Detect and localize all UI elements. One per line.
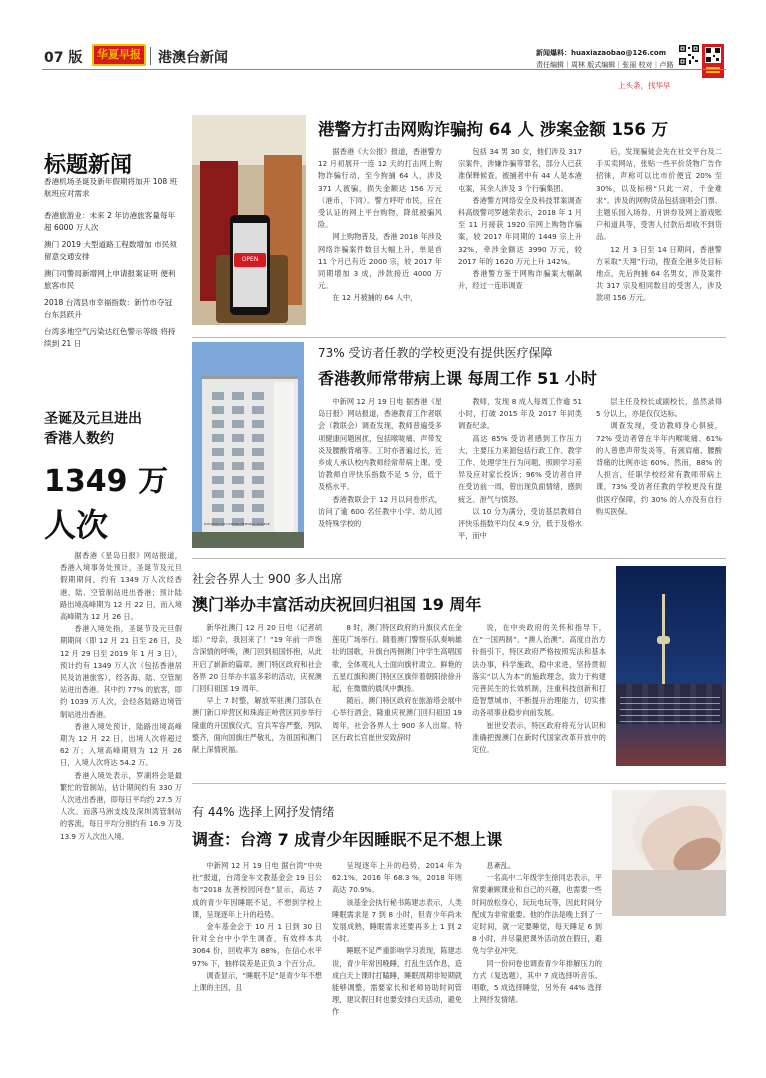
paragraph: 随后，澳门特区政府在旅游塔会展中心举行酒会，隆重庆祝澳门回归祖国 19 周年，社会各界人士 900 多人出席。特区行政长官崔世安致辞时 (332, 696, 462, 742)
story2-headline: 香港教师常带病上课 每周工作 51 小时 (318, 369, 597, 388)
headline-item[interactable]: 香港机场圣诞及新年假期将加开 108 班航班应对需求 (44, 177, 178, 198)
headline-list (44, 176, 180, 355)
paragraph: 后，发现骗徒会先在社交平台及二手买卖网站，张贴一些平价货物广告作招徕，声称可以比市价便宜 20% 至 30%，以及标榜“只此一对，千金难求”。涉及的网购货品包括演唱会门票、主题乐园入场券、月饼券及网上游戏账户和道具等，受害人付款后却收不到货品。 (596, 147, 722, 242)
story1-column (318, 146, 442, 344)
paragraph: 中新网 12 月 19 日电 据台湾“中央社”报道，台湾金车文教基金会 19 日公布“2018 友善校园问卷”显示，高达 7 成的青少年因睡眠不足，不想到学校上课，呈现逐年上升的趋势。 (192, 861, 322, 919)
paragraph: 早上 7 时整，解放军驻澳门部队在澳门新口岸营区和珠海正岭营区同步举行隆重的升国旗仪式，官兵军容严整，列队整齐，面向国旗庄严敬礼，为祖国和澳门献上深情祝福。 (192, 696, 322, 755)
header-rule (42, 69, 726, 70)
story1-headline: 港警方打击网购诈骗拘 64 人 涉案金额 156 万 (318, 120, 669, 139)
paragraph: 香港入境处指，圣诞节及元旦假期期间（即 12 月 21 日至 26 日，及 12 月 29 日至 2019 年 1 月 3 日），预计约有 1349 万人次（包括香港居民及访港旅客），经各海、陆、空管制站进出香港。其中约 77% 的旅客，即约 1039 万人次，会经各陆路边境管制站进出香港。 (60, 624, 182, 719)
story3-kicker: 社会各界人士 900 多人出席 (192, 572, 343, 586)
story-divider (192, 558, 726, 559)
paragraph: 中新网 12 月 19 日电 据香港《星岛日报》网站报道，香港教育工作者联会（教联会）调查发现，教师普遍受多项健康问题困扰，包括喉咙痛、声带发炎及腰酸背痛等。工时亦普遍过长，近乡成人承认校内教师经常带病上课。受访教师自评快乐指数不足 5 分，低于及格水平。 (318, 397, 442, 492)
paragraph: 该基金会执行秘书陈建志表示，人类睡眠需求是 7 到 8 小时，但青少年尚未发展成熟，睡眠需求还要再多上 1 到 2 小时。 (332, 897, 462, 944)
headline-item[interactable]: 香港旅游业：未来 2 年访港旅客量每年超 6000 万人次 (44, 211, 176, 232)
school-building-photo (192, 342, 304, 548)
paragraph: 在 12 月被捕的 64 人中， (332, 293, 418, 303)
masthead-text: 华夏早报 (97, 48, 141, 61)
building-sign: DIOCESAN CHIU CHEONG MEMORIAL COLLEGE (204, 522, 270, 526)
paragraph: 12 月 3 日至 14 日期间，香港警方采取“天翔”行动，搜查全港多处目标地点，先后拘捕 64 名男女，涉及案件共 317 宗及相同数目的受害人，涉及款项 156 万元。 (596, 244, 722, 303)
paragraph: 息紊乱。 (486, 861, 516, 870)
paragraph: 香港入境处预计，陆路出境高峰期为 12 月 22 日，出境人次将超过 62 万；入境高峰期则为 12 月 26 日，入境人次将达 54.2 万。 (60, 721, 182, 768)
tagline: 上头条，找华早 (618, 81, 671, 90)
story3-column (192, 622, 322, 782)
section-name: 港澳台新闻 (158, 50, 228, 66)
headline-item[interactable]: 澳门司警局新增网上申请报案证明 便利旅客市民 (44, 269, 176, 290)
paragraph: 据香港《大公报》报道，香港警方 12 月初展开一连 12 天的打击网上购物诈骗行动，至今拘捕 64 人，涉及 371 人被骗，损失金额达 156 万元（港币，下同）。警方呼吁市民，应在受认证的网上平台购物，降低被骗风险。 (318, 147, 442, 230)
paragraph: 以 10 分为满分，受访基层教师自评快乐指数平均仅 4.9 分，低于及格水平，而中 (458, 506, 582, 541)
paragraph: 崔世安表示，特区政府将充分认识和准确把握澳门在新时代国家改革开放中的定位。 (472, 720, 606, 755)
open-sign: OPEN (234, 253, 266, 267)
story4-column (192, 860, 322, 1060)
paragraph: 一名高中二年级学生徐同忠表示，平常要兼顾课业和自己的兴趣，也需要一些时间放松身心，玩玩电玩等，因此时间分配成为非常重要。他的作法是晚上到了一定时间，就一定要睡觉，每天睡足 6 到 8 小时，并尽量把课外活动放在假日，避免与学业冲突。 (472, 873, 602, 956)
feature-big-number: 1349 万 (44, 464, 168, 499)
story2-column (458, 396, 582, 556)
paragraph: 金车基金会于 10 月 1 日到 30 日针对全台中小学生调查，有效样本共 3064 份，回收率为 88%，在信心水平 97% 下，抽样误差是正负 3 个百分点。 (192, 922, 322, 968)
phone-icon (230, 215, 270, 315)
story3-column (472, 622, 606, 782)
hotline-text: 新闻爆料：huaxiazaobao@126.com (536, 49, 667, 57)
paragraph: 调查发现，受访教师身心俱疲，72% 受访者曾在半年内喉咙痛、61% 的人曾患声带发炎等，有颈肩痛、腰酸背痛的比例亦达 60%。然而，88% 的人担言，任职学校经常有教师带病上课，73% 受访者任教的学校更没有提供医疗保障，约 30% 的人亦没有自行购买医保。 (596, 421, 722, 516)
paragraph: 说，在中央政府的关怀和指导下，在“一国两制”、“澳人治澳”、高度自治方针指引下，特区政府严格按照宪法和基本法办事，科学施政，稳中求进，坚持贯彻落实“以人为本”的施政理念，致力于构建完善民生的长效机制，注重科技创新和打造智慧城市，不断提升治理能力，切实推动各项事业稳步向前发展。 (472, 623, 606, 718)
paragraph: 香港警方网络安全及科技罪案调查科高级警司罗越荣表示，2018 年 1 月至 11 月接获 1920 宗网上购物诈骗案，较 2017 年同期的 1449 宗上升 32%，牵涉金额达 3990 万元，较 2017 年的 1620 万元上升 142%。 (458, 195, 582, 266)
sidebar-title: 标题新闻 (44, 153, 133, 178)
paragraph: 层主任及校长或副校长，虽然录得 5 分以上，亦是仅仅达标。 (596, 397, 722, 419)
story4-column (472, 860, 602, 1060)
story-divider (192, 337, 726, 338)
story4-column (332, 860, 462, 1060)
story1-column (596, 146, 722, 344)
masthead-logo (92, 44, 146, 66)
page-header (0, 0, 766, 92)
paragraph: 新华社澳门 12 月 20 日电（记者胡瑶）“母亲，我回来了！”19 年前一声饱含深情的呼唤，澳门回到祖国怀抱，从此开启了崭新的篇章。澳门特区政府和社会各界 20 日举办丰富多彩的活动，庆祝澳门回归祖国 19 周年。 (192, 623, 322, 694)
feature-title-line1: 圣诞及元旦进出 (44, 411, 142, 427)
story4-headline: 调查：台湾 7 成青少年因睡眠不足不想上课 (192, 830, 503, 849)
paragraph: 8 时，澳门特区政府的升旗仪式在金莲花广场举行。随着澳门警察乐队奏响雄壮的国歌，升旗台两侧澳门中学生高唱国歌，全体观礼人士面向旗杆肃立。鲜艳的五星红旗和澳门特区区旗伴着朝阳徐徐升起，在微微的晨风中飘扬。 (332, 623, 462, 694)
macau-night-photo (616, 566, 726, 766)
shop-photo (192, 115, 306, 325)
headline-item[interactable]: 澳门 2019 大型道路工程数增加 市民须留意交通安排 (44, 240, 177, 261)
paragraph: 教师，发现 8 成人每周工作逾 51 小时，打破 2015 年及 2017 年同类调查纪录。 (458, 397, 582, 431)
headline-item[interactable]: 2018 台湾县市幸福指数：新竹市夺冠 台东县跃升 (44, 298, 173, 319)
story3-column (332, 622, 462, 782)
header-divider (150, 47, 151, 65)
story1-column (458, 146, 582, 344)
paragraph: 包括 34 男 30 女，他们涉及 317 宗案件，涉嫌诈骗等罪名，部分人已获准保释候查。被捕者中有 44 人是本港屯案，其余人涉及 3 个行骗集团。 (458, 147, 582, 193)
paragraph: 网上购物普及，香港 2018 年涉及网络诈骗案件数目大幅上升，单是首 11 个月已有近 2000 宗，较 2017 年同期增加 3 成，涉款接近 4000 万元。 (318, 232, 442, 291)
feature-body (60, 550, 182, 890)
editor-credits: 责任编辑｜周林 版式编辑｜张丽 校对｜卢路 (536, 61, 674, 69)
paragraph: 同一份问卷也调查青少年排解压力的方式（复选题），其中 7 成选择听音乐、唱歌，5 成选择睡觉，另外有 44% 选择上网抒发情绪。 (472, 958, 602, 1005)
paragraph: 据香港《星岛日报》网站报道，香港入境事务处预计，圣诞节及元旦假期期间，约有 1349 万人次经香港、陆、空管制站进出香港；预计陆路出境高峰期为 12 月 22 日，而入境高峰期为 12 月 26 日。 (60, 551, 182, 622)
story2-column (318, 396, 442, 556)
qr-code-icon (678, 44, 700, 66)
sleeping-teen-photo (612, 790, 726, 916)
page-number: 07 版 (44, 50, 83, 66)
story4-kicker: 有 44% 选择上网抒发情绪 (192, 805, 335, 819)
headline-item[interactable]: 台湾多地空气污染达红色警示等级 将持续到 21 日 (44, 327, 176, 348)
paragraph: 睡眠不足严重影响学习表现，陈建志说，青少年常因晚睡，打乱生活作息，造成白天上课时打瞌睡，睡眠周期非短期就能够调整，需要家长和老师协助时间管理，建议假日时也要安排白天活动，避免作 (332, 946, 462, 1017)
feature-big-unit: 人次 (44, 506, 109, 544)
paragraph: 香港教联会于 12 月以问卷形式，访问了逾 600 名任教中小学、幼儿园及特殊学校的 (318, 494, 442, 529)
story3-headline: 澳门举办丰富活动庆祝回归祖国 19 周年 (192, 595, 482, 614)
qr-code-red-icon (702, 44, 724, 78)
paragraph: 香港警方鉴于网购诈骗案大幅飙升，经过一连串调查 (458, 269, 582, 291)
story2-column (596, 396, 722, 556)
paragraph: 呈现逐年上升的趋势，2014 年为 62.1%、2016 年 68.3 %，2018 年则高达 70.9%。 (332, 861, 462, 895)
feature-title-line2: 香港人数约 (44, 431, 114, 447)
story2-kicker: 73% 受访者任教的学校更没有提供医疗保障 (318, 346, 553, 360)
paragraph: 高达 85% 受访者感到工作压力大，主要压力来源包括行政工作、教学工作、处理学生行为问题、照顾学习差异及应对家长投诉；96% 受访者自评在受访前一周，曾出现负面情绪，感到疲乏、泄气与愤怒。 (458, 433, 582, 504)
paragraph: 调查显示，“睡眠不足”是青少年不想上课的主因，且 (192, 970, 322, 993)
paragraph: 香港入境处表示，罗湖将会是最繁忙的管制站，估计期间约有 330 万人次进出香港，即每日平均约 27.5 万人次。而落马洲支线及深圳湾管制站的客流，每日平均分别约有 16.9 万及 13.9 万人次出入境。 (60, 770, 182, 841)
story-divider (192, 783, 726, 784)
